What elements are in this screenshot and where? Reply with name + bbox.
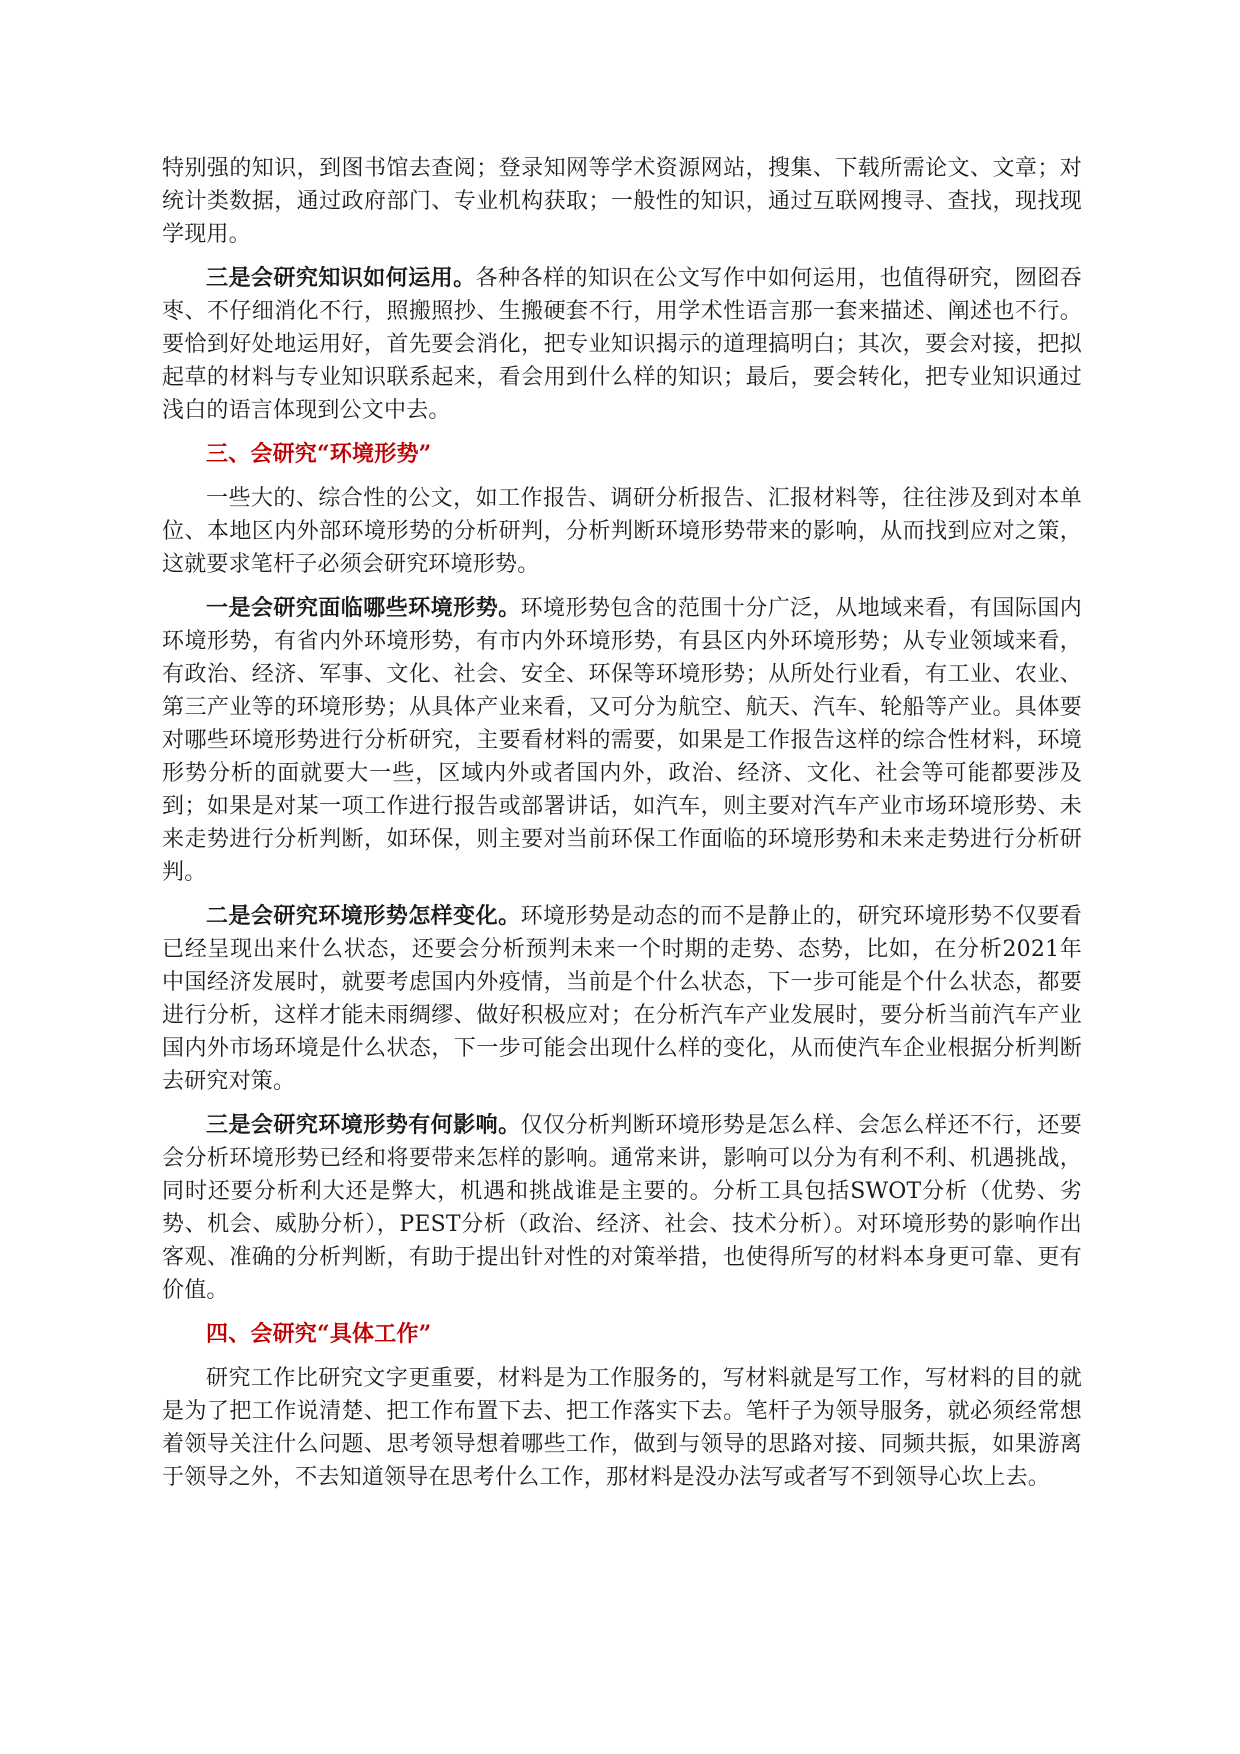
section-heading-environment: 三、会研究“环境形势” (206, 441, 432, 467)
paragraph-lead: 三是会研究知识如何运用。 (206, 265, 476, 291)
paragraph-lead: 一是会研究面临哪些环境形势。 (206, 595, 521, 621)
knowledge-application-paragraph (162, 262, 1082, 427)
environment-point1-paragraph (162, 592, 1082, 889)
paragraph-body: 环境形势包含的范围十分广泛，从地域来看，有国际国内环境形势，有省内外环境形势，有市内外环境形势，有县区内外环境形势；从专业领域来看，有政治、经济、军事、文化、社会、安全、环保等环境形势；从所处行业看，有工业、农业、第三产业等的环境形势；从具体产业来看，又可分为航空、航天、汽车、轮船等产业。具体要对哪些环境形势进行分析研究，主要看材料的需要，如果是工作报告这样的综合性材料，环境形势分析的面就要大一些，区域内外或者国内外，政治、经济、文化、社会等可能都要涉及到；如果是对某一项工作进行报告或部署讲话，如汽车，则主要对汽车产业市场环境形势、未来走势进行分析判断，如环保，则主要对当前环保工作面临的环境形势和未来走势进行分析研判。 (162, 596, 1082, 885)
continuation-paragraph: 特别强的知识，到图书馆去查阅；登录知网等学术资源网站，搜集、下载所需论文、文章；对统计类数据，通过政府部门、专业机构获取；一般性的知识，通过互联网搜寻、查找，现找现学现用。 (162, 156, 1082, 247)
paragraph-body: 各种各样的知识在公文写作中如何运用，也值得研究，囫囵吞枣、不仔细消化不行，照搬照抄、生搬硬套不行，用学术性语言那一套来描述、阐述也不行。要恰到好处地运用好，首先要会消化，把专业知识揭示的道理搞明白；其次，要会对接，把拟起草的材料与专业知识联系起来，看会用到什么样的知识；最后，要会转化，把专业知识通过浅白的语言体现到公文中去。 (162, 266, 1082, 423)
paragraph-lead: 二是会研究环境形势怎样变化。 (206, 903, 521, 929)
paragraph-body: 环境形势是动态的而不是静止的，研究环境形势不仅要看已经呈现出来什么状态，还要会分析预判未来一个时期的走势、态势，比如，在分析2021年中国经济发展时，就要考虑国内外疫情，当前是个什么状态，下一步可能是个什么状态，都要进行分析，这样才能未雨绸缪、做好积极应对；在分析汽车产业发展时，要分析当前汽车产业国内外市场环境是什么状态，下一步可能会出现什么样的变化，从而使汽车企业根据分析判断去研究对策。 (162, 904, 1082, 1094)
environment-intro-paragraph: 一些大的、综合性的公文，如工作报告、调研分析报告、汇报材料等，往往涉及到对本单位、本地区内外部环境形势的分析研判，分析判断环境形势带来的影响，从而找到应对之策，这就要求笔杆子必须会研究环境形势。 (162, 486, 1082, 577)
environment-point3-paragraph (162, 1109, 1082, 1307)
paragraph-body: 仅仅分析判断环境形势是怎么样、会怎么样还不行，还要会分析环境形势已经和将要带来怎样的影响。通常来讲，影响可以分为有利不利、机遇挑战，同时还要分析利大还是弊大，机遇和挑战谁是主要的。分析工具包括SWOT分析（优势、劣势、机会、威胁分析），PEST分析（政治、经济、社会、技术分析）。对环境形势的影响作出客观、准确的分析判断，有助于提出针对性的对策举措，也使得所写的材料本身更可靠、更有价值。 (162, 1113, 1082, 1303)
environment-point2-paragraph (162, 900, 1082, 1098)
paragraph-lead: 三是会研究环境形势有何影响。 (206, 1112, 521, 1138)
work-intro-paragraph: 研究工作比研究文字更重要，材料是为工作服务的，写材料就是写工作，写材料的目的就是为了把工作说清楚、把工作布置下去、把工作落实下去。笔杆子为领导服务，就必须经常想着领导关注什么问题、思考领导想着哪些工作，做到与领导的思路对接、同频共振，如果游离于领导之外，不去知道领导在思考什么工作，那材料是没办法写或者写不到领导心坎上去。 (162, 1366, 1082, 1490)
section-heading-work: 四、会研究“具体工作” (206, 1321, 432, 1347)
document-page (162, 152, 1082, 1505)
